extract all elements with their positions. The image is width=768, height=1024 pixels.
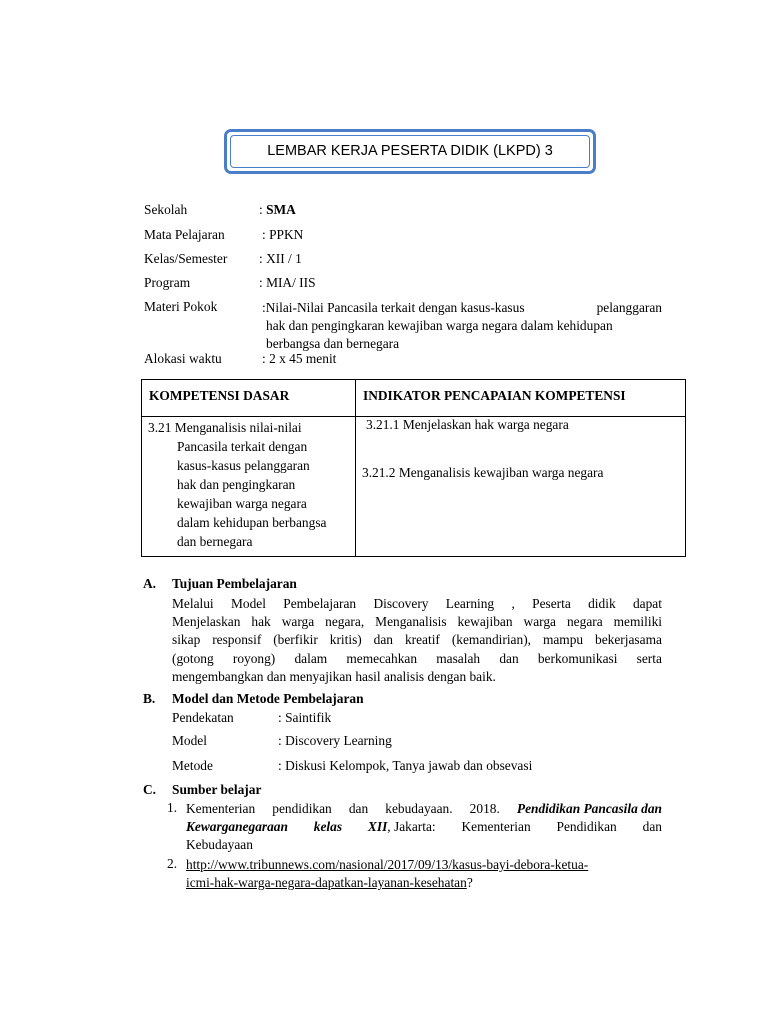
indikator-1: 3.21.1 Menjelaskan hak warga negara — [366, 417, 569, 432]
section-a-title: Tujuan Pembelajaran — [172, 576, 297, 591]
ref-1-number: 1. — [167, 800, 178, 815]
kelas-value: : XII / 1 — [259, 251, 302, 266]
tujuan-paragraph — [172, 595, 662, 686]
program-label: Program — [144, 275, 191, 290]
model-label: Model — [172, 733, 207, 748]
page-title: LEMBAR KERJA PESERTA DIDIK (LKPD) 3 — [267, 143, 553, 159]
pendekatan-label: Pendekatan — [172, 710, 234, 725]
paragraph-line: (gotong royong) dalam memecahkan masalah dan berkomunikasi serta — [172, 650, 662, 666]
header-indikator: INDIKATOR PENCAPAIAN KOMPETENSI — [363, 388, 626, 403]
section-b-title: Model dan Metode Pembelajaran — [172, 691, 364, 706]
paragraph-line: mengembangkan dan menyajikan hasil analisis dengan baik. — [172, 668, 496, 684]
kompetensi-dasar-cell: 3.21 Menganalisis nilai-nilai Pancasila terkait dengan kasus-kasus pelanggaran hak dan pengingkaran kewajiban warga negara dalam kehidupan berbangsa dan bernegara — [148, 420, 327, 549]
alokasi-value: : 2 x 45 menit — [262, 351, 337, 366]
mapel-label: Mata Pelajaran — [144, 227, 225, 242]
competency-table — [141, 379, 686, 557]
section-c-letter: C. — [143, 782, 157, 797]
section-a-letter: A. — [143, 576, 157, 591]
ref-1: Kementerian pendidikan dan kebudayaan. 2018. Pendidikan Pancasila dan Kewarganegaraan kelas XII, Jakarta: Kementerian Pendidikan dan Kebudayaan — [186, 801, 662, 852]
metode-label: Metode — [172, 758, 213, 773]
section-b-letter: B. — [143, 691, 156, 706]
sekolah-label: Sekolah — [144, 202, 188, 217]
kelas-label: Kelas/Semester — [144, 251, 228, 266]
header-kompetensi-dasar: KOMPETENSI DASAR — [149, 388, 290, 403]
pendekatan-value: : Saintifik — [278, 710, 332, 725]
ref-2-link-line2[interactable]: icmi-hak-warga-negara-dapatkan-layanan-kesehatan — [186, 875, 467, 890]
ref-2: http://www.tribunnews.com/nasional/2017/09/13/kasus-bayi-debora-ketua- icmi-hak-warga-negara-dapatkan-layanan-kesehatan ? — [186, 857, 589, 890]
paragraph-line: sikap responsif (berfikir kritis) dan kreatif (kemandirian), mampu bekerjasama — [172, 632, 662, 648]
paragraph-line: Menjelaskan hak warga negara, Menganalisis kewajiban warga negara memiliki — [172, 614, 662, 630]
ref-2-link-line1[interactable]: http://www.tribunnews.com/nasional/2017/09/13/kasus-bayi-debora-ketua- — [186, 857, 589, 872]
materi-value: :Nilai-Nilai Pancasila terkait dengan kasus-kasus pelanggaran hak dan pengingkaran kewajiban warga negara dalam kehidupan berbangsa dan bernegara — [262, 300, 662, 351]
indikator-2: 3.21.2 Menganalisis kewajiban warga negara — [362, 465, 604, 480]
sekolah-value: : SMA — [259, 202, 296, 217]
program-value: : MIA/ IIS — [259, 275, 316, 290]
paragraph-line: Melalui Model Pembelajaran Discovery Learning , Peserta didik dapat — [172, 596, 662, 611]
materi-label: Materi Pokok — [144, 299, 218, 314]
ref-2-number: 2. — [167, 856, 178, 871]
section-c-title: Sumber belajar — [172, 782, 262, 797]
mapel-value: : PPKN — [262, 227, 304, 242]
table-column-divider — [355, 380, 356, 556]
metode-value: : Diskusi Kelompok, Tanya jawab dan obsevasi — [278, 758, 533, 773]
alokasi-label: Alokasi waktu — [144, 351, 222, 366]
model-value: : Discovery Learning — [278, 733, 392, 748]
